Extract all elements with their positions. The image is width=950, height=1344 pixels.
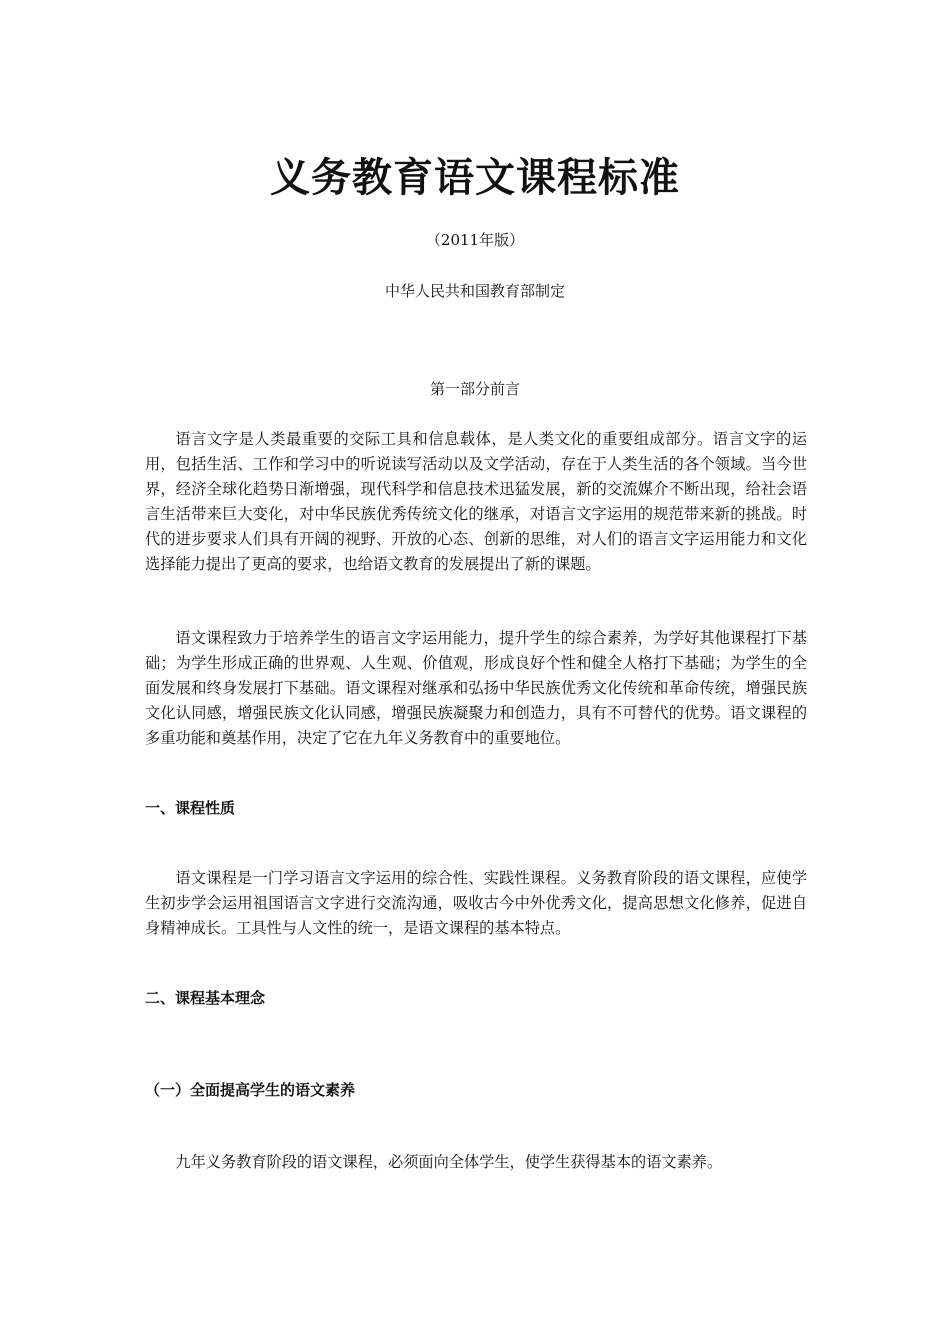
- paragraph-course-aim: 语文课程致力于培养学生的语言文字运用能力，提升学生的综合素养，为学好其他课程打下基础；为学生形成正确的世界观、人生观、价值观，形成良好个性和健全人格打下基础；为学生的全面发展和终身发展打下基础。语文课程对继承和弘扬中华民族优秀文化传统和革命传统，增强民族文化认同感，增强民族文化认同感，增强民族凝聚力和创造力，具有不可替代的优势。语文课程的多重功能和奠基作用，决定了它在九年义务教育中的重要地位。: [145, 629, 807, 747]
- subsection-heading-literacy: （一）全面提高学生的语文素养: [145, 1081, 356, 1099]
- document-title: 义务教育语文课程标准: [270, 154, 680, 201]
- edition-label: （2011年版）: [425, 231, 525, 249]
- paragraph-language-importance: 语言文字是人类最重要的交际工具和信息载体，是人类文化的重要组成部分。语言文字的运用，包括生活、工作和学习中的听说读写活动以及文学活动，存在于人类生活的各个领域。当今世界，经济全球化趋势日渐增强，现代科学和信息技术迅猛发展，新的交流媒介不断出现，给社会语言生活带来巨大变化，对中华民族优秀传统文化的继承，对语言文字运用的规范带来新的挑战。时代的进步要求人们具有开阔的视野、开放的心态、创新的思维，对人们的语言文字运用能力和文化选择能力提出了更高的要求，也给语文教育的发展提出了新的课题。: [145, 430, 807, 573]
- paragraph-all-students: 九年义务教育阶段的语文课程，必须面向全体学生，使学生获得基本的语文素养。: [175, 1153, 723, 1171]
- section-heading-course-nature: 一、课程性质: [145, 799, 236, 817]
- issuer-label: 中华人民共和国教育部制定: [384, 282, 565, 300]
- paragraph-course-nature: 语文课程是一门学习语言文字运用的综合性、实践性课程。义务教育阶段的语文课程，应使学生初步学会运用祖国语言文字进行交流沟通，吸收古今中外优秀文化，提高思想文化修养，促进自身精神成长。工具性与人文性的统一，是语文课程的基本特点。: [145, 869, 807, 937]
- part-title: 第一部分前言: [429, 380, 520, 398]
- section-heading-basic-ideas: 二、课程基本理念: [145, 989, 266, 1007]
